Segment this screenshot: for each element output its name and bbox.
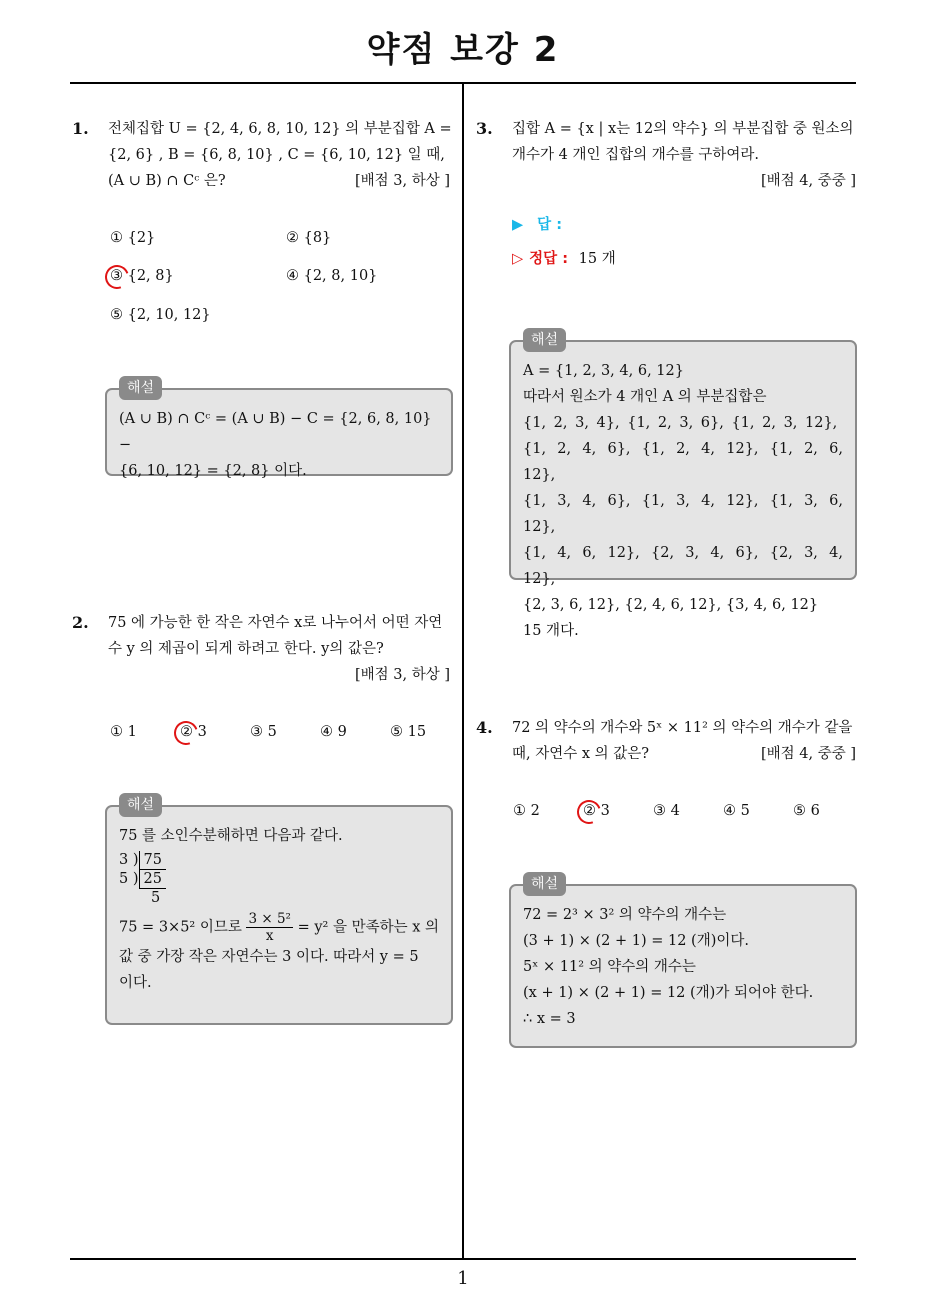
- calc-value: 5: [151, 890, 161, 906]
- choice-2[interactable]: ② 3: [583, 803, 610, 819]
- bottom-rule: [70, 1258, 856, 1260]
- choice-1[interactable]: ① {2}: [110, 230, 156, 246]
- problem-text-line: (A ∪ B) ∩ Cᶜ 은?: [108, 173, 226, 189]
- solution-line: {2, 3, 6, 12}, {2, 4, 6, 12}, {3, 4, 6, 12}: [523, 597, 819, 613]
- solution-text: 75 = 3×5² 이므로: [119, 919, 242, 936]
- choice-2[interactable]: ② 3: [180, 724, 207, 740]
- problem-number: 2.: [72, 613, 89, 632]
- choice-5[interactable]: ⑤ 6: [793, 803, 820, 819]
- problem-4: [476, 715, 858, 767]
- choices-1: [110, 230, 450, 330]
- solution-line: 5ˣ × 11² 의 약수의 개수는: [523, 959, 696, 975]
- solution-text: = y² 을 만족하는 x 의: [297, 919, 439, 936]
- problem-text-line: 집합 A = {x | x는 12의 약수} 의 부분집합 중 원소의: [512, 121, 854, 137]
- solution-box-3: [509, 332, 857, 639]
- solution-box-4: [509, 876, 857, 1048]
- problem-number: 1.: [72, 119, 89, 138]
- solution-line: 15 개다.: [523, 623, 579, 639]
- solution-box-2: [105, 797, 453, 1025]
- solution-line: {1, 2, 4, 6}, {1, 2, 4, 12}, {1, 2, 6, 12},: [523, 441, 843, 483]
- correct-answer-row: [512, 244, 852, 278]
- problem-2: [72, 610, 454, 688]
- score-label: [배점 4, 중중 ]: [760, 173, 856, 189]
- problem-text: [512, 715, 858, 767]
- choice-4[interactable]: ④ 9: [320, 724, 347, 740]
- solution-line: {6, 10, 12} = {2, 8} 이다.: [119, 463, 307, 479]
- problem-text-line: 때, 자연수 x 의 값은?: [512, 746, 650, 762]
- calc-value: 75: [139, 851, 166, 870]
- solution-line: 72 = 2³ × 3² 의 약수의 개수는: [523, 907, 727, 923]
- solution-line: (3 + 1) × (2 + 1) = 12 (개)이다.: [523, 933, 750, 949]
- fraction: [246, 911, 292, 944]
- answer-label: 답 :: [537, 217, 563, 233]
- choice-5[interactable]: ⑤ {2, 10, 12}: [110, 307, 211, 323]
- solution-line: {1, 4, 6, 12}, {2, 3, 4, 6}, {2, 3, 4, 12},: [523, 545, 843, 587]
- answer-row: [512, 210, 852, 244]
- answer-area-3: [512, 210, 852, 278]
- solution-line: (x + 1) × (2 + 1) = 12 (개)가 되어야 한다.: [523, 985, 814, 1001]
- page-number: 1: [457, 1268, 469, 1289]
- factorization-calc: [119, 851, 439, 907]
- solution-line: A = {1, 2, 3, 4, 6, 12}: [523, 363, 684, 379]
- fraction-numerator: 3 × 5²: [248, 911, 291, 927]
- solution-line: 값 중 가장 작은 자연수는 3 이다. 따라서 y = 5: [119, 949, 419, 965]
- solution-tag: 해설: [523, 328, 566, 352]
- choice-2[interactable]: ② {8}: [286, 230, 332, 246]
- solution-tag: 해설: [119, 376, 162, 400]
- problem-3: [476, 116, 858, 194]
- correct-answer-value: 15 개: [578, 251, 616, 267]
- choice-3[interactable]: ③ 5: [250, 724, 277, 740]
- choice-1[interactable]: ① 2: [513, 803, 540, 819]
- solution-line: (A ∪ B) ∩ Cᶜ = (A ∪ B) − C = {2, 6, 8, 10} −: [119, 411, 432, 453]
- score-label: [배점 3, 하상 ]: [354, 173, 450, 189]
- problem-text-line: 72 의 약수의 개수와 5ˣ × 11² 의 약수의 개수가 같을: [512, 720, 853, 736]
- choice-3[interactable]: ③ 4: [653, 803, 680, 819]
- problem-text: [108, 116, 454, 194]
- problem-1: [72, 116, 454, 194]
- solution-tag: 해설: [119, 793, 162, 817]
- choice-4[interactable]: ④ {2, 8, 10}: [286, 268, 378, 284]
- choice-5[interactable]: ⑤ 15: [390, 724, 427, 740]
- column-divider: [462, 83, 464, 1259]
- page-title: 약점 보강 2: [366, 30, 560, 70]
- outline-arrow-icon: ▷: [512, 251, 524, 267]
- problem-text-line: 전체집합 U = {2, 4, 6, 8, 10, 12} 의 부분집합 A =: [108, 121, 452, 137]
- choices-4: [513, 803, 853, 829]
- solution-line: {1, 2, 3, 4}, {1, 2, 3, 6}, {1, 2, 3, 12},: [523, 415, 838, 431]
- solution-tag: 해설: [523, 872, 566, 896]
- calc-divisor: 3 ): [119, 852, 139, 868]
- solution-line: 따라서 원소가 4 개인 A 의 부분집합은: [523, 389, 767, 405]
- choice-1[interactable]: ① 1: [110, 724, 137, 740]
- choice-4[interactable]: ④ 5: [723, 803, 750, 819]
- problem-text-line: 수 y 의 제곱이 되게 하려고 한다. y의 값은?: [108, 641, 384, 657]
- answer-mark-icon: [573, 796, 605, 828]
- solution-line: 이다.: [119, 975, 152, 991]
- answer-mark-icon: [101, 261, 133, 293]
- problem-text: [512, 116, 858, 194]
- problem-text-line: 75 에 가능한 한 작은 자연수 x로 나누어서 어떤 자연: [108, 615, 443, 631]
- problem-number: 3.: [476, 119, 493, 138]
- fraction-denominator: x: [265, 928, 274, 944]
- choices-2: [110, 724, 450, 750]
- problem-text-line: 개수가 4 개인 집합의 개수를 구하여라.: [512, 147, 759, 163]
- answer-mark-icon: [170, 717, 202, 749]
- solution-box-1: [105, 380, 453, 479]
- score-label: [배점 3, 하상 ]: [354, 667, 450, 683]
- score-label: [배점 4, 중중 ]: [760, 746, 856, 762]
- correct-answer-label: 정답 :: [529, 251, 569, 267]
- calc-value: 25: [139, 870, 166, 889]
- choice-3[interactable]: ③ {2, 8}: [110, 268, 174, 284]
- solution-line: {1, 3, 4, 6}, {1, 3, 4, 12}, {1, 3, 6, 12},: [523, 493, 843, 535]
- solution-line: 75 를 소인수분해하면 다음과 같다.: [119, 828, 343, 844]
- play-arrow-icon: ▶: [512, 217, 524, 233]
- calc-divisor: 5 ): [119, 871, 139, 887]
- problem-number: 4.: [476, 718, 493, 737]
- solution-line: ∴ x = 3: [523, 1011, 576, 1027]
- problem-text-line: {2, 6} , B = {6, 8, 10} , C = {6, 10, 12} 일 때,: [108, 147, 445, 163]
- problem-text: [108, 610, 454, 688]
